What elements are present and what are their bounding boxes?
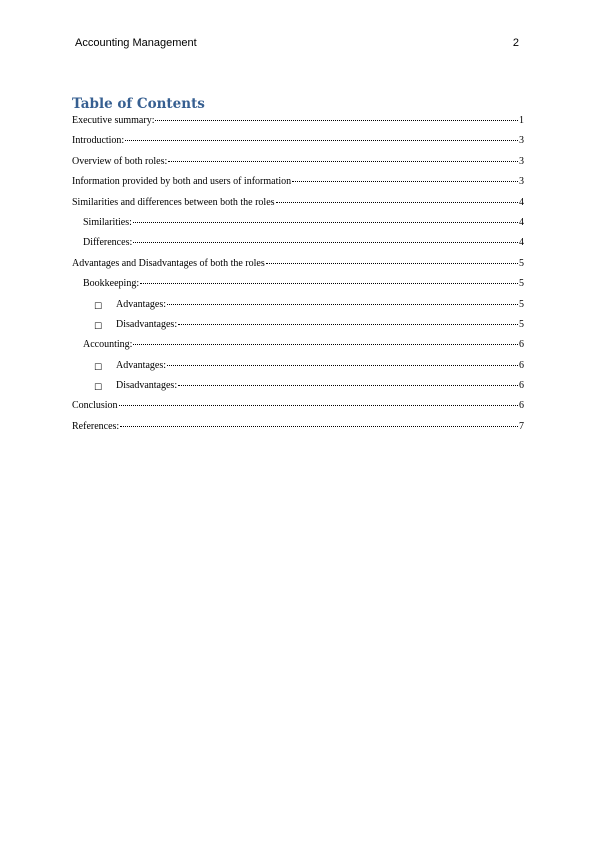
toc-dot-leader	[119, 405, 518, 406]
toc-dot-leader	[120, 426, 518, 427]
toc-heading: Table of Contents	[72, 96, 205, 112]
toc-dot-leader	[276, 202, 518, 203]
toc-dot-leader	[155, 120, 518, 121]
toc-entry-page-number: 6	[519, 359, 524, 371]
toc-list	[72, 113, 524, 439]
page-header	[75, 36, 519, 50]
toc-entry[interactable]	[72, 276, 524, 296]
toc-entry-page-number: 5	[519, 257, 524, 269]
toc-entry-page-number: 4	[519, 216, 524, 228]
toc-dot-leader	[140, 283, 518, 284]
toc-entry-label: Differences:	[83, 237, 133, 249]
toc-dot-leader	[168, 161, 518, 162]
toc-dot-leader	[167, 365, 518, 366]
toc-entry-label: Advantages and Disadvantages of both the roles	[72, 257, 265, 269]
checkbox-bullet-icon: ☐	[93, 322, 103, 333]
toc-entry[interactable]	[72, 378, 524, 398]
toc-dot-leader	[133, 344, 518, 345]
toc-dot-leader	[178, 385, 518, 386]
toc-entry-label: Disadvantages:	[116, 380, 178, 392]
toc-entry[interactable]	[72, 256, 524, 276]
header-page-number: 2	[512, 37, 519, 49]
toc-dot-leader	[266, 263, 518, 264]
checkbox-bullet-icon: ☐	[93, 301, 103, 312]
toc-entry-page-number: 5	[519, 298, 524, 310]
toc-entry-page-number: 1	[519, 115, 524, 126]
toc-dot-leader	[167, 304, 518, 305]
toc-entry-label: Bookkeeping:	[83, 278, 140, 290]
toc-entry-label: Executive summary:	[72, 115, 155, 126]
toc-entry[interactable]	[72, 133, 524, 153]
toc-entry-label: Similarities and differences between both the roles	[72, 196, 275, 208]
toc-entry-label: Conclusion	[72, 400, 118, 412]
toc-entry[interactable]	[72, 174, 524, 194]
toc-entry-page-number: 6	[519, 380, 524, 392]
toc-entry[interactable]	[72, 297, 524, 317]
toc-entry-label: Overview of both roles:	[72, 155, 168, 167]
toc-entry[interactable]	[72, 398, 524, 418]
toc-entry[interactable]	[72, 419, 524, 439]
toc-entry[interactable]	[72, 358, 524, 378]
header-title: Accounting Management	[75, 37, 197, 49]
toc-entry[interactable]	[72, 113, 524, 133]
toc-entry-page-number: 3	[519, 135, 524, 147]
toc-entry-label: Introduction:	[72, 135, 125, 147]
toc-entry-page-number: 5	[519, 318, 524, 330]
toc-entry-page-number: 4	[519, 196, 524, 208]
toc-entry-page-number: 4	[519, 237, 524, 249]
toc-entry-page-number: 7	[519, 420, 524, 432]
toc-entry[interactable]	[72, 215, 524, 235]
toc-entry-label: Advantages:	[116, 298, 166, 310]
toc-entry[interactable]	[72, 337, 524, 357]
toc-entry-page-number: 6	[519, 339, 524, 351]
toc-dot-leader	[125, 140, 518, 141]
checkbox-bullet-icon: ☐	[93, 362, 103, 373]
toc-entry-label: Information provided by both and users of information	[72, 176, 292, 188]
toc-entry-page-number: 3	[519, 155, 524, 167]
toc-dot-leader	[133, 242, 518, 243]
toc-entry[interactable]	[72, 317, 524, 337]
toc-dot-leader	[292, 181, 518, 182]
toc-entry-page-number: 5	[519, 278, 524, 290]
toc-entry-label: Accounting:	[83, 339, 133, 351]
toc-entry-page-number: 3	[519, 176, 524, 188]
toc-entry-label: References:	[72, 420, 120, 432]
toc-dot-leader	[178, 324, 518, 325]
toc-entry[interactable]	[72, 195, 524, 215]
toc-entry-label: Disadvantages:	[116, 318, 178, 330]
toc-entry-label: Similarities:	[83, 216, 132, 228]
toc-entry[interactable]	[72, 154, 524, 174]
checkbox-bullet-icon: ☐	[93, 383, 103, 394]
toc-entry-page-number: 6	[519, 400, 524, 412]
toc-entry[interactable]	[72, 235, 524, 255]
toc-entry-label: Advantages:	[116, 359, 166, 371]
toc-dot-leader	[133, 222, 518, 223]
